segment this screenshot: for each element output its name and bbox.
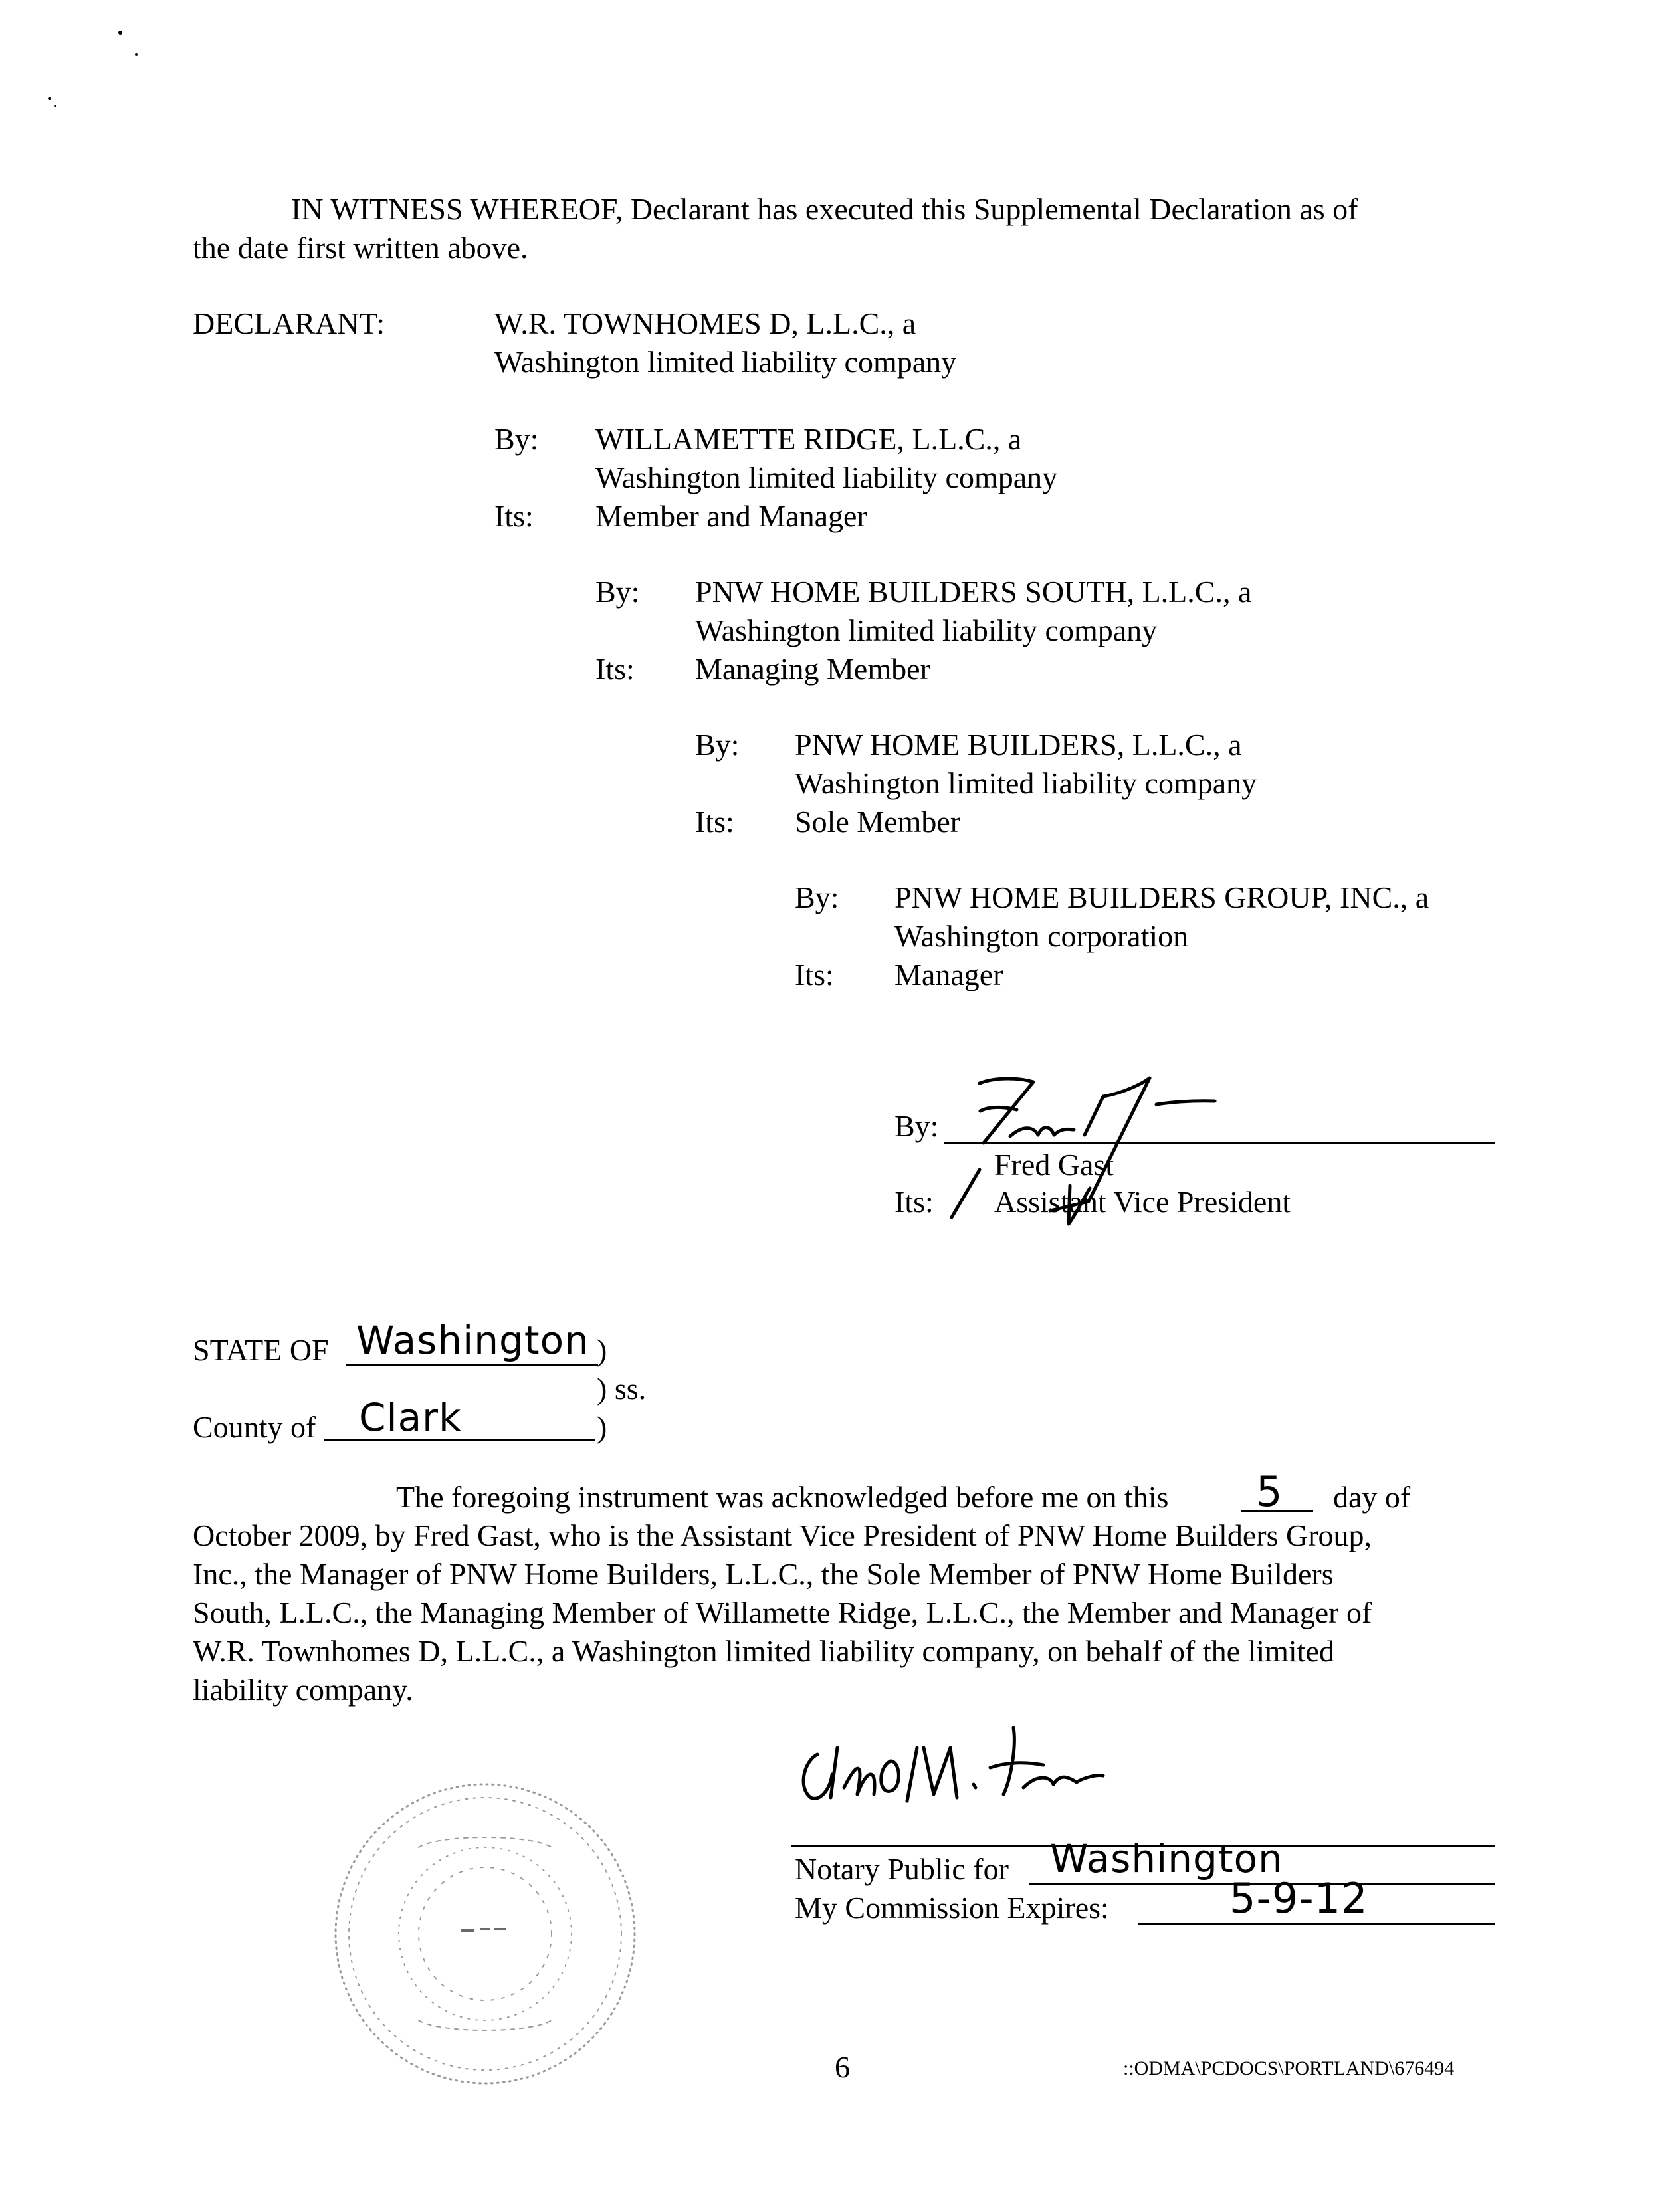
declarant-entity-line-2: Washington limited liability company: [494, 345, 957, 379]
notary-public-value: Washington: [1050, 1836, 1283, 1881]
document-code: ::ODMA\PCDOCS\PORTLAND\676494: [1123, 2057, 1455, 2079]
tier-4-role: Manager: [894, 958, 1003, 991]
tier-3-by-label: By:: [695, 728, 740, 762]
ack-line-6: liability company.: [193, 1673, 413, 1707]
tier-2-role: Managing Member: [695, 652, 930, 686]
tier-3-its-label: Its:: [695, 805, 734, 839]
intro-line-1: IN WITNESS WHEREOF, Declarant has executed this Supplemental Declaration as of: [291, 192, 1358, 226]
signatory-title: Assistant Vice President: [994, 1185, 1291, 1219]
state-label: STATE OF: [193, 1333, 329, 1367]
tier-1-name-line-2: Washington limited liability company: [595, 461, 1058, 494]
commission-expires-label: My Commission Expires:: [795, 1891, 1109, 1925]
ack-line-4: South, L.L.C., the Managing Member of Willamette Ridge, L.L.C., the Member and Manager of: [193, 1596, 1372, 1629]
ack-line-5: W.R. Townhomes D, L.L.C., a Washington limited liability company, on behalf of the limited: [193, 1634, 1334, 1668]
state-value: Washington: [356, 1318, 589, 1363]
county-label: County of: [193, 1410, 316, 1444]
notary-signature: [791, 1721, 1203, 1821]
tier-2-name-line-2: Washington limited liability company: [695, 613, 1158, 647]
scan-speck: [135, 53, 138, 56]
scan-speck: [118, 31, 122, 35]
ack-line-2: October 2009, by Fred Gast, who is the Assistant Vice President of PNW Home Builders Group,: [193, 1518, 1372, 1552]
commission-expires-line: [1138, 1923, 1495, 1925]
tier-1-name-line-1: WILLAMETTE RIDGE, L.L.C., a: [595, 422, 1022, 456]
tier-2-by-label: By:: [595, 575, 640, 609]
declarant-entity-line-1: W.R. TOWNHOMES D, L.L.C., a: [494, 306, 916, 340]
ack-line-3: Inc., the Manager of PNW Home Builders, L.L.C., the Sole Member of PNW Home Builders: [193, 1557, 1334, 1591]
tier-4-its-label: Its:: [795, 958, 834, 991]
tier-2-name-line-1: PNW HOME BUILDERS SOUTH, L.L.C., a: [695, 575, 1252, 609]
commission-expires-value: 5-9-12: [1229, 1874, 1368, 1923]
county-value: Clark: [359, 1395, 462, 1440]
county-close-paren: ): [597, 1410, 607, 1444]
tier-1-by-label: By:: [494, 422, 539, 456]
tier-4-name-line-2: Washington corporation: [894, 919, 1189, 953]
signatory-signature: [910, 1063, 1256, 1236]
notary-seal: [319, 1768, 651, 2100]
tier-4-name-line-1: PNW HOME BUILDERS GROUP, INC., a: [894, 881, 1429, 914]
scan-speck: [48, 97, 51, 100]
tier-1-its-label: Its:: [494, 499, 534, 533]
tier-2-its-label: Its:: [595, 652, 635, 686]
page-number: 6: [835, 2050, 850, 2084]
state-close-paren: ): [597, 1333, 607, 1367]
intro-line-2: the date first written above.: [193, 231, 528, 264]
tier-3-role: Sole Member: [795, 805, 961, 839]
tier-3-name-line-1: PNW HOME BUILDERS, L.L.C., a: [795, 728, 1242, 762]
ack-line-1-after: day of: [1333, 1480, 1411, 1514]
ss-marker: ) ss.: [597, 1372, 647, 1406]
day-value: 5: [1256, 1467, 1283, 1516]
declarant-label: DECLARANT:: [193, 306, 385, 340]
tier-4-by-label: By:: [795, 881, 839, 914]
signatory-its-label: Its:: [894, 1185, 934, 1219]
tier-1-role: Member and Manager: [595, 499, 867, 533]
notary-public-label: Notary Public for: [795, 1852, 1009, 1886]
signatory-by-label: By:: [894, 1109, 939, 1143]
tier-3-name-line-2: Washington limited liability company: [795, 766, 1257, 800]
scan-speck: [54, 105, 56, 107]
ack-line-1-before: The foregoing instrument was acknowledged before me on this: [396, 1480, 1169, 1514]
signatory-name: Fred Gast: [994, 1148, 1114, 1182]
state-line: [346, 1364, 598, 1366]
